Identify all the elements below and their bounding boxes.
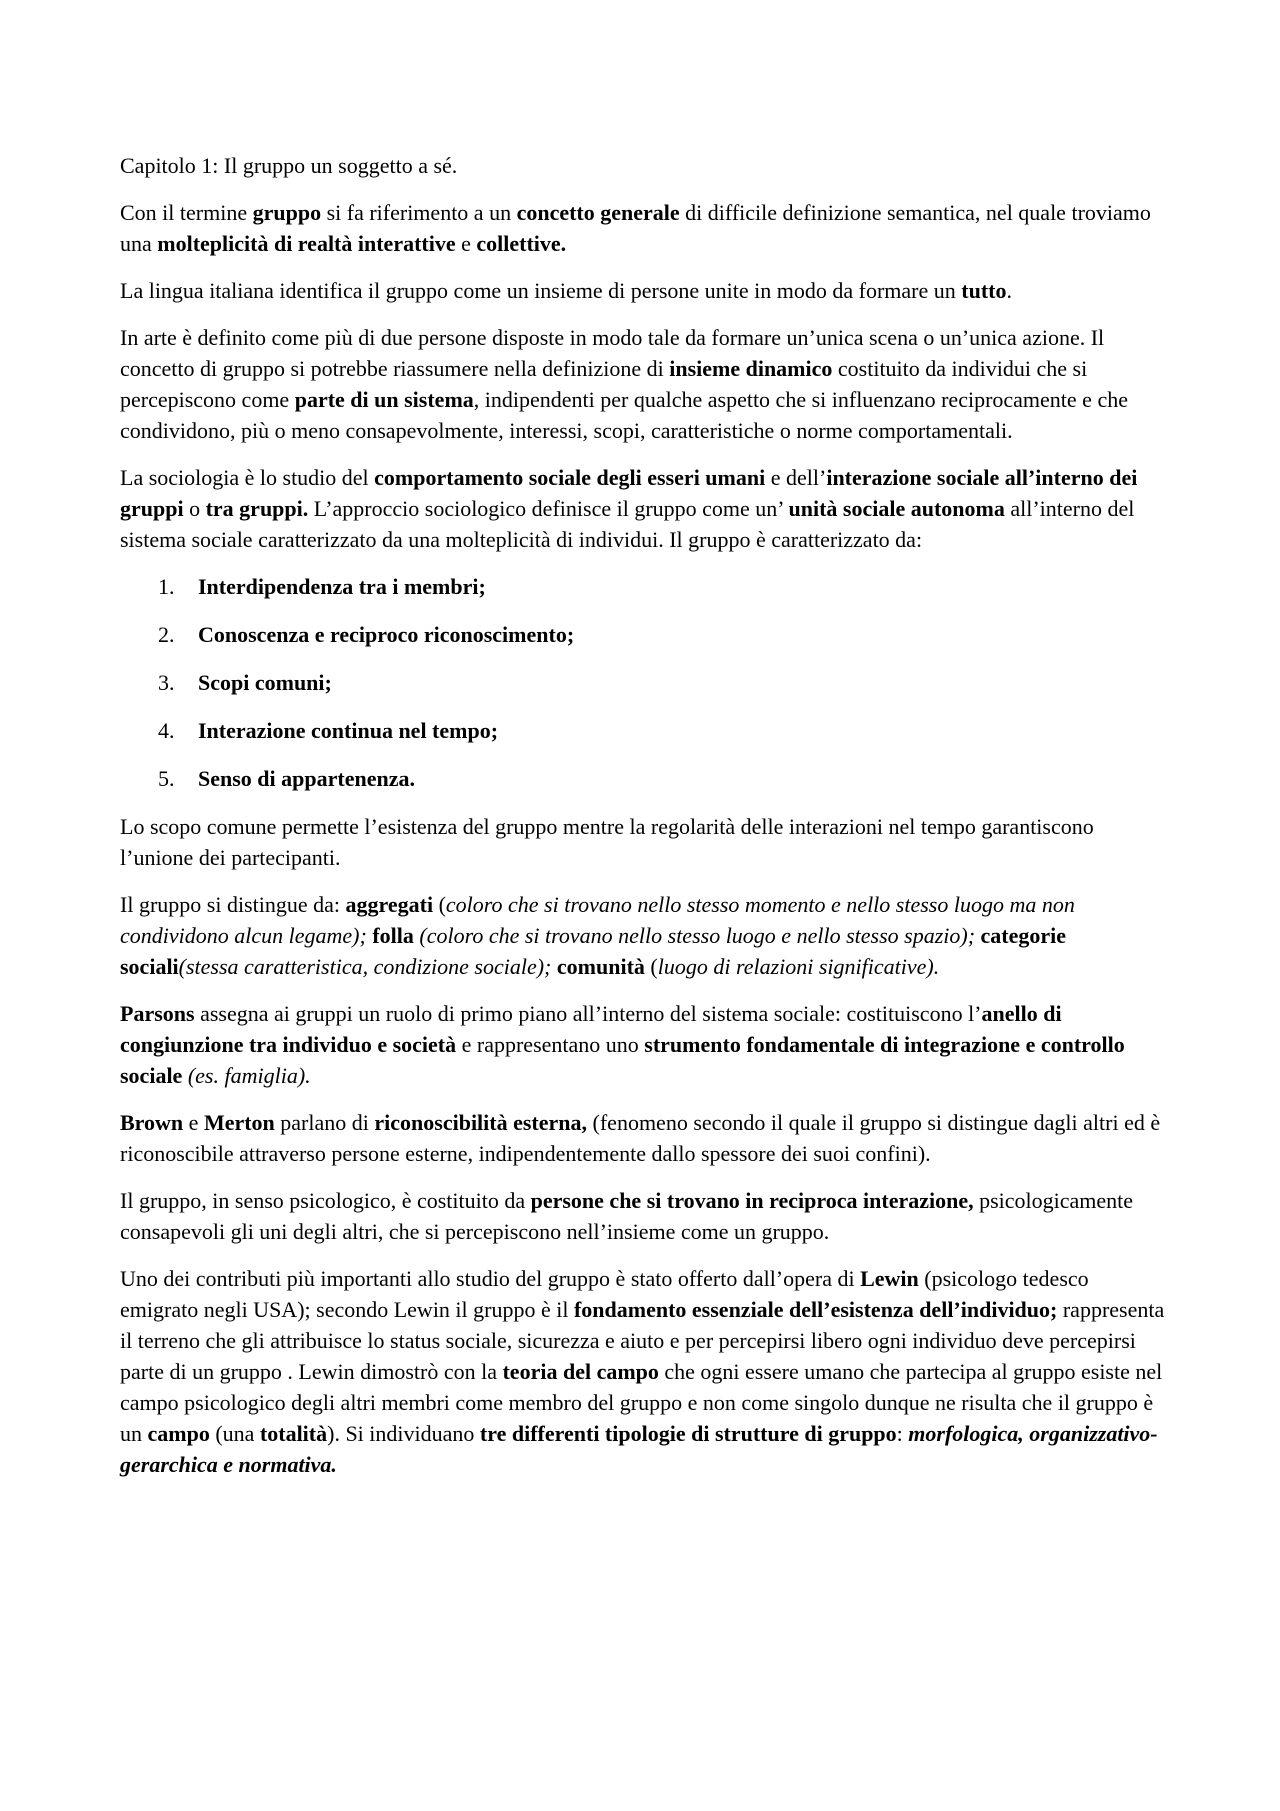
paragraph-common-purpose: Lo scopo comune permette l’esistenza del gruppo mentre la regolarità delle interazioni nel tempo garantiscono l’unione dei partecipanti. [120, 814, 1094, 870]
paragraph-parsons: Parsons assegna ai gruppi un ruolo di primo piano all’interno del sistema sociale: costituiscono l’anello di congiunzione tra individuo e società e rappresentano uno strumento fondamentale di integrazione e controllo sociale (es. famiglia). [120, 1001, 1125, 1088]
paragraph-brown-merton: Brown e Merton parlano di riconoscibilità esterna, (fenomeno secondo il quale il gruppo si distingue dagli altri ed è riconoscibile attraverso persone esterne, indipendentemente dallo spessore dei suoi confini). [120, 1110, 1161, 1166]
list-item: 5. Senso di appartenenza. [158, 766, 415, 791]
chapter-title: Capitolo 1: Il gruppo un soggetto a sé. [120, 153, 458, 178]
paragraph-definition: Con il termine gruppo si fa riferimento a un concetto generale di difficile definizione semantica, nel quale troviamo una molteplicità di realtà interattive e collettive. [120, 200, 1151, 256]
paragraph-italian-language: La lingua italiana identifica il gruppo come un insieme di persone unite in modo da formare un tutto. [120, 278, 1012, 303]
paragraph-art: In arte è definito come più di due persone disposte in modo tale da formare un’unica scena o un’unica azione. Il concetto di gruppo si potrebbe riassumere nella definizione di insieme dinamico costituito da individui che si percepiscono come parte di un sistema, indipendenti per qualche aspetto che si influenzano reciprocamente e che condividono, più o meno consapevolmente, interessi, scopi, caratteristiche o norme comportamentali. [120, 325, 1128, 443]
paragraph-lewin: Uno dei contributi più importanti allo studio del gruppo è stato offerto dall’opera di Lewin (psicologo tedesco emigrato negli USA); secondo Lewin il gruppo è il fondamento essenziale dell’esistenza dell’individuo; rappresenta il terreno che gli attribuisce lo status sociale, sicurezza e aiuto e per percepirsi libero ogni individuo deve percepirsi parte di un gruppo . Lewin dimostrò con la teoria del campo che ogni essere umano che partecipa al gruppo esiste nel campo psicologico degli altri membri come membro del gruppo e non come singolo dunque ne risulta che il gruppo è un campo (una totalità). Si individuano tre differenti tipologie di strutture di gruppo: morfologica, organizzativo-gerarchica e normativa. [120, 1266, 1165, 1477]
list-item: 1. Interdipendenza tra i membri; [158, 574, 486, 599]
paragraph-distinctions: Il gruppo si distingue da: aggregati (coloro che si trovano nello stesso momento e nello stesso luogo ma non condividono alcun legame); folla (coloro che si trovano nello stesso luogo e nello stesso spazio); categorie sociali(stessa caratteristica, condizione sociale); comunità (luogo di relazioni significative). [120, 892, 1075, 979]
paragraph-sociology: La sociologia è lo studio del comportamento sociale degli esseri umani e dell’interazione sociale all’interno dei gruppi o tra gruppi. L’approccio sociologico definisce il gruppo come un’ unità sociale autonoma all’interno del sistema sociale caratterizzato da una molteplicità di individui. Il gruppo è caratterizzato da: [120, 465, 1138, 552]
document-body [120, 150, 1165, 1496]
characteristics-list [120, 571, 1165, 794]
list-item: 4. Interazione continua nel tempo; [158, 718, 499, 743]
list-item: 3. Scopi comuni; [158, 670, 332, 695]
paragraph-psychological: Il gruppo, in senso psicologico, è costituito da persone che si trovano in reciproca interazione, psicologicamente consapevoli gli uni degli altri, che si percepiscono nell’insieme come un gruppo. [120, 1188, 1134, 1244]
list-item: 2. Conoscenza e reciproco riconoscimento; [158, 622, 575, 647]
